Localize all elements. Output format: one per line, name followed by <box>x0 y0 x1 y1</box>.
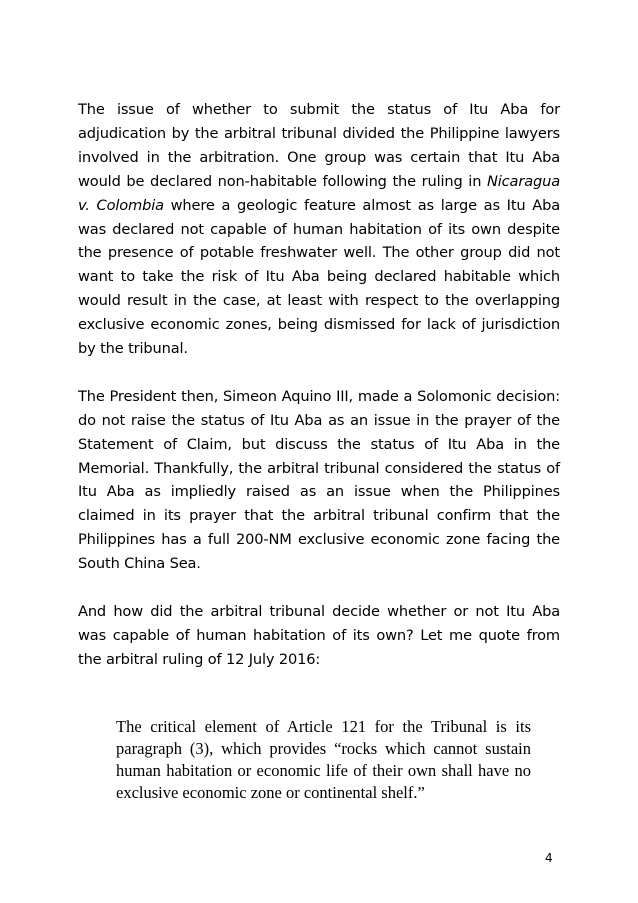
paragraph-1-text-part-1: The issue of whether to submit the status of Itu Aba for adjudication by the arbitral tribunal divided the Philippine lawyers involved in the arbitration. One group was certain that Itu Aba would be declared non-habitable following the ruling in <box>78 101 560 190</box>
paragraph-solomonic-decision <box>78 385 560 576</box>
case-name-nicaragua-v-colombia: Nicaragua v. Colombia <box>78 172 560 214</box>
paragraph-2-text: The President then, Simeon Aquino III, made a Solomonic decision: do not raise the status of Itu Aba as an issue in the prayer of the Statement of Claim, but discuss the status of Itu Aba in the Memorial. Thankfully, the arbitral tribunal considered the status of Itu Aba as impliedly raised as an issue when the Philippines claimed in its prayer that the arbitral tribunal confirm that the Philippines has a full 200-NM exclusive economic zone facing the South China Sea. <box>78 387 560 573</box>
paragraph-itu-aba-issue <box>78 98 560 361</box>
body-text <box>78 98 560 696</box>
block-quote-article-121: The critical element of Article 121 for the Tribunal is its paragraph (3), which provides “rocks which cannot sustain human habitation or economic life of their own shall have no exclusive economic zone or continental shelf.” <box>116 717 531 802</box>
paragraph-3-text: And how did the arbitral tribunal decide whether or not Itu Aba was capable of human habitation of its own? Let me quote from the arbitral ruling of 12 July 2016: <box>78 603 560 668</box>
paragraph-quote-intro <box>78 600 560 672</box>
paragraph-1-text-part-2: where a geologic feature almost as large as Itu Aba was declared not capable of human habitation of its own despite the presence of potable freshwater well. The other group did not want to take the risk of Itu Aba being declared habitable which would result in the case, at least with respect to the overlapping exclusive economic zones, being dismissed for lack of jurisdiction by the tribunal. <box>78 196 560 358</box>
page-number: 4 <box>545 851 553 865</box>
